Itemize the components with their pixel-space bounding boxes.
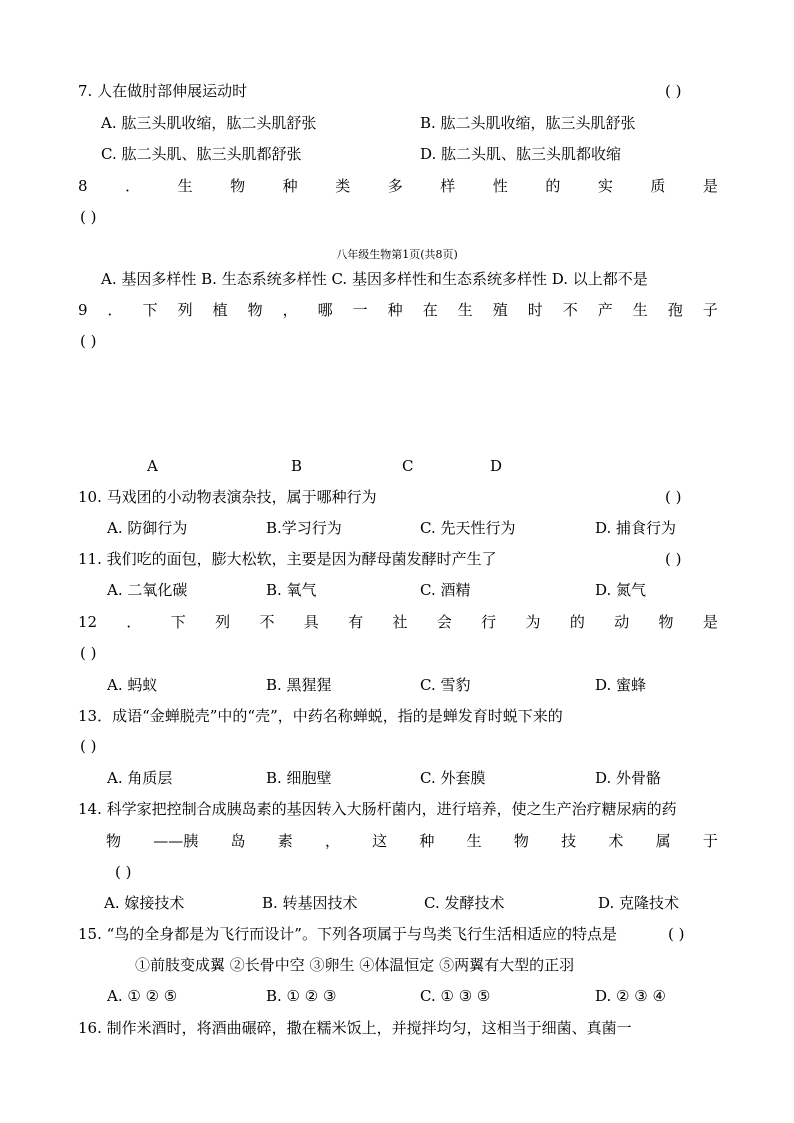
q9-char: 植 (212, 301, 228, 319)
q14-answer-paren: ( ) (115, 863, 132, 881)
q10-option-d: D. 捕食行为 (595, 519, 677, 537)
q9-label-a: A (147, 457, 158, 475)
q12-char: ． (126, 613, 142, 631)
q15-option-b: B. ① ② ③ (266, 987, 337, 1005)
q16-stem: 16. 制作米酒时，将酒曲碾碎，撒在糯米饭上，并搅拌均匀，这相当于细菌、真菌一 (78, 1019, 632, 1037)
q7-option-b: B. 肱二头肌收缩，肱三头肌舒张 (420, 114, 636, 132)
q12-char: 具 (303, 613, 319, 631)
q14-char: 于 (702, 832, 718, 850)
q11-option-b: B. 氧气 (266, 581, 317, 599)
q9-stem (78, 300, 718, 320)
q10-option-b: B.学习行为 (266, 519, 342, 537)
q13-option-c: C. 外套膜 (420, 769, 486, 787)
page-footer: 八年级生物第1页(共8页) (336, 248, 458, 261)
q9-char: 不 (562, 301, 578, 319)
q9-char: 9 (78, 301, 88, 319)
q9-answer-paren: ( ) (80, 332, 97, 350)
q9-label-d: D (490, 457, 503, 475)
q9-char: 孢 (667, 301, 683, 319)
q12-option-b: B. 黑猩猩 (266, 676, 332, 694)
q9-char: 产 (597, 301, 613, 319)
q10-option-c: C. 先天性行为 (420, 519, 516, 537)
q8-char: 质 (650, 177, 666, 195)
q12-answer-paren: ( ) (80, 644, 97, 662)
q12-option-d: D. 蜜蜂 (595, 676, 647, 694)
q12-char: 社 (392, 613, 408, 631)
q10-answer-paren: ( ) (665, 488, 682, 506)
q8-char: 的 (545, 177, 561, 195)
q13-option-a: A. 角质层 (107, 769, 173, 787)
q12-char: 会 (436, 613, 452, 631)
q14-char: 岛 (230, 832, 246, 850)
q9-char: 生 (632, 301, 648, 319)
q11-answer-paren: ( ) (665, 550, 682, 568)
q7-stem: 7. 人在做肘部伸展运动时 (78, 82, 248, 100)
q14-option-c: C. 发酵技术 (424, 894, 505, 912)
q11-option-a: A. 二氧化碳 (107, 581, 188, 599)
q13-option-b: B. 细胞壁 (266, 769, 332, 787)
q8-char: 实 (597, 177, 613, 195)
q8-options: A. 基因多样性 B. 生态系统多样性 C. 基因多样性和生态系统多样性 D. 以上都不是 (101, 270, 648, 288)
q9-char: 时 (527, 301, 543, 319)
q8-char: 类 (335, 177, 351, 195)
q8-char: 生 (177, 177, 193, 195)
q9-char: 列 (177, 301, 193, 319)
q14-char: 生 (466, 832, 482, 850)
q8-char: 物 (230, 177, 246, 195)
q8-answer-paren: ( ) (80, 208, 97, 226)
q14-char: 物 (513, 832, 529, 850)
q14-option-b: B. 转基因技术 (262, 894, 358, 912)
q12-char: 的 (569, 613, 585, 631)
q12-char: 行 (481, 613, 497, 631)
q12-char: 12 (78, 613, 98, 631)
q9-char: 生 (457, 301, 473, 319)
q9-label-c: C (402, 457, 414, 475)
q9-char: 一 (352, 301, 368, 319)
q14-char: 这 (372, 832, 388, 850)
q12-char: 动 (614, 613, 630, 631)
q8-char: 性 (492, 177, 508, 195)
q14-char: 素 (277, 832, 293, 850)
q14-char: ——胰 (153, 832, 199, 850)
q12-option-a: A. 蚂蚁 (107, 676, 158, 694)
q8-char: 多 (387, 177, 403, 195)
q8-char: 种 (282, 177, 298, 195)
q15-stem: 15. “鸟的全身都是为飞行而设计”。下列各项属于与鸟类飞行生活相适应的特点是 (78, 925, 617, 943)
q14-stem-line1: 14. 科学家把控制合成胰岛素的基因转入大肠杆菌内，进行培养，使之生产治疗糖尿病的药 (78, 800, 677, 818)
q14-stem-line2 (106, 831, 718, 851)
q9-char: 物 (247, 301, 263, 319)
q12-char: 下 (170, 613, 186, 631)
q10-option-a: A. 防御行为 (107, 519, 188, 537)
q9-char: 种 (387, 301, 403, 319)
q12-char: 不 (259, 613, 275, 631)
q13-answer-paren: ( ) (80, 737, 97, 755)
q11-stem: 11. 我们吃的面包，膨大松软，主要是因为酵母菌发酵时产生了 (78, 550, 497, 568)
q12-option-c: C. 雪豹 (420, 676, 471, 694)
q9-char: 子 (702, 301, 718, 319)
q8-char: 样 (440, 177, 456, 195)
q15-answer-paren: ( ) (668, 925, 685, 943)
q14-char: 术 (608, 832, 624, 850)
q9-char: 哪 (317, 301, 333, 319)
q7-option-c: C. 肱二头肌、肱三头肌都舒张 (101, 145, 302, 163)
q11-option-c: C. 酒精 (420, 581, 471, 599)
q9-char: ． (107, 301, 123, 319)
q12-char: 为 (525, 613, 541, 631)
q7-option-a: A. 肱三头肌收缩，肱二头肌舒张 (101, 114, 317, 132)
q8-char: 8 (78, 177, 88, 195)
q9-char: ， (282, 301, 298, 319)
q12-char: 列 (215, 613, 231, 631)
q14-char: ， (324, 832, 340, 850)
q9-label-b: B (291, 457, 303, 475)
q13-stem: 13．成语“金蝉脱壳”中的“壳”，中药名称蝉蜕，指的是蝉发育时蜕下来的 (78, 707, 563, 725)
q14-option-d: D. 克隆技术 (598, 894, 680, 912)
q12-char: 是 (702, 613, 718, 631)
q13-option-d: D. 外骨骼 (595, 769, 662, 787)
q14-char: 物 (106, 832, 122, 850)
q14-char: 种 (419, 832, 435, 850)
q15-option-a: A. ① ② ⑤ (107, 987, 178, 1005)
q12-char: 物 (658, 613, 674, 631)
q8-stem (78, 176, 718, 196)
q14-char: 属 (655, 832, 671, 850)
q9-char: 在 (422, 301, 438, 319)
q7-answer-paren: ( ) (665, 82, 682, 100)
q10-stem: 10. 马戏团的小动物表演杂技，属于哪种行为 (78, 488, 377, 506)
q9-char: 殖 (492, 301, 508, 319)
q7-option-d: D. 肱二头肌、肱三头肌都收缩 (420, 145, 622, 163)
q8-char: 是 (702, 177, 718, 195)
q14-option-a: A. 嫁接技术 (104, 894, 185, 912)
q11-option-d: D. 氮气 (595, 581, 647, 599)
q15-option-d: D. ② ③ ④ (595, 987, 666, 1005)
q12-stem (78, 612, 718, 632)
q15-items: ①前肢变成翼 ②长骨中空 ③卵生 ④体温恒定 ⑤两翼有大型的正羽 (135, 956, 575, 974)
q9-char: 下 (142, 301, 158, 319)
q15-option-c: C. ① ③ ⑤ (420, 987, 491, 1005)
q14-char: 技 (561, 832, 577, 850)
q12-char: 有 (348, 613, 364, 631)
q8-char: ． (125, 177, 141, 195)
